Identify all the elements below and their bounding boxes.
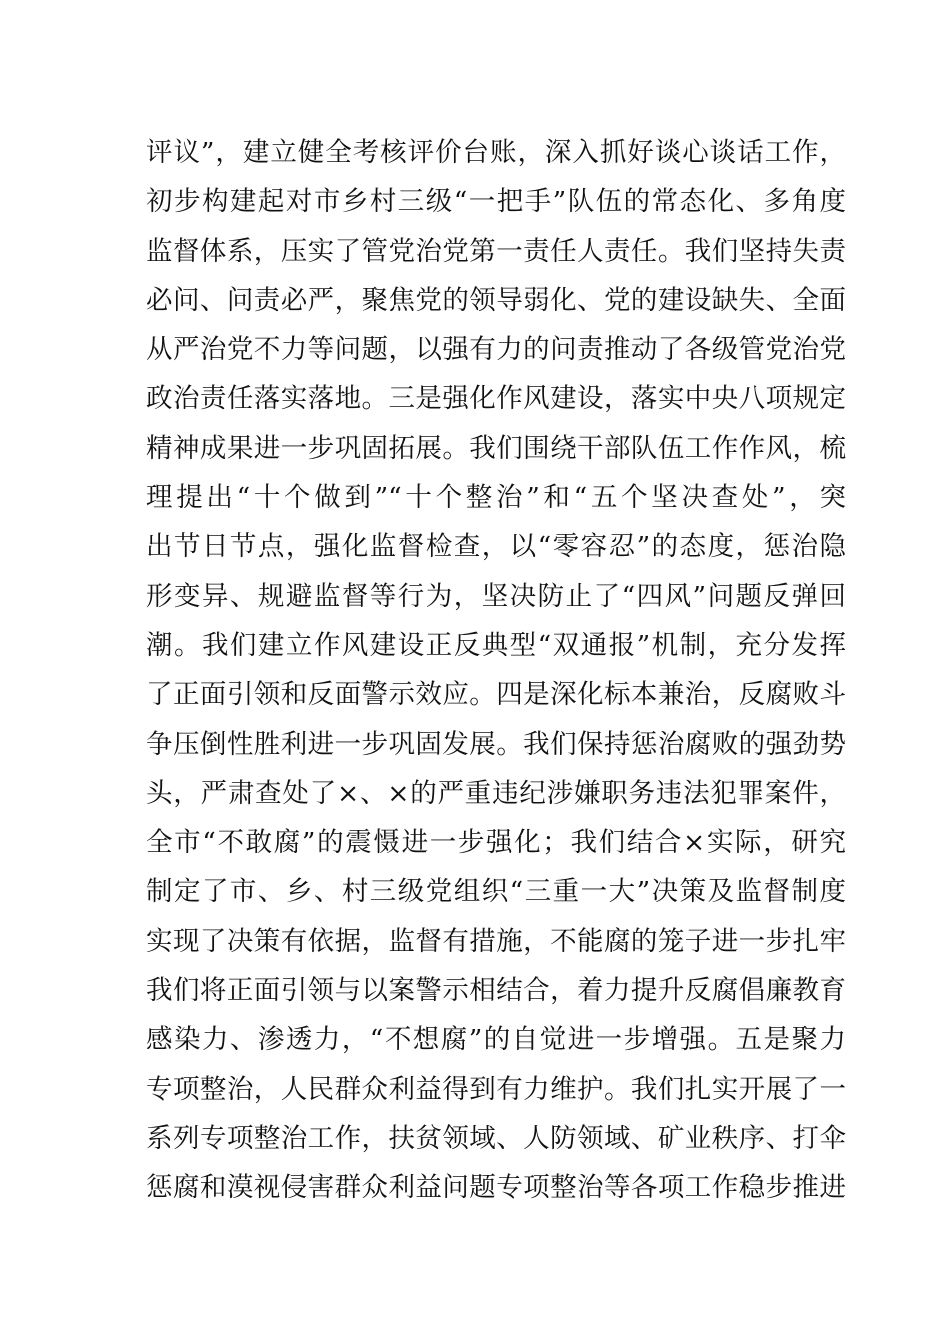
text-line: 出节日节点，强化监督检查，以“零容忍”的态度，惩治隐 [146,531,846,563]
text-line: 从严治党不力等问题，以强有力的问责推动了各级管党治党 [146,334,846,366]
text-line: 政治责任落实落地。三是强化作风建设，落实中央八项规定 [146,383,846,415]
text-line: 精神成果进一步巩固拓展。我们围绕干部队伍工作作风，梳 [146,432,846,464]
text-line: 全市“不敢腐”的震慑进一步强化；我们结合×实际，研究 [146,827,846,859]
text-line: 监督体系，压实了管党治党第一责任人责任。我们坚持失责 [146,235,846,267]
text-line: 惩腐和漠视侵害群众利益问题专项整治等各项工作稳步推进 [146,1172,846,1204]
text-line: 我们将正面引领与以案警示相结合，着力提升反腐倡廉教育 [146,975,846,1007]
text-line: 头，严肃查处了×、×的严重违纪涉嫌职务违法犯罪案件， [146,777,846,809]
text-line: 实现了决策有依据，监督有措施，不能腐的笼子进一步扎牢 [146,925,846,957]
text-line: 专项整治，人民群众利益得到有力维护。我们扎实开展了一 [146,1073,846,1105]
text-line: 理提出“十个做到”“十个整治”和“五个坚决查处”，突 [146,482,846,514]
text-line: 制定了市、乡、村三级党组织“三重一大”决策及监督制度 [146,876,846,908]
text-line: 系列专项整治工作，扶贫领域、人防领域、矿业秩序、打伞 [146,1122,846,1154]
text-line: 评议”，建立健全考核评价台账，深入抓好谈心谈话工作， [146,137,846,168]
text-line: 争压倒性胜利进一步巩固发展。我们保持惩治腐败的强劲势 [146,728,846,760]
text-line: 感染力、渗透力，“不想腐”的自觉进一步增强。五是聚力 [146,1024,846,1056]
text-line: 必问、问责必严，聚焦党的领导弱化、党的建设缺失、全面 [146,284,846,316]
text-line: 了正面引领和反面警示效应。四是深化标本兼治，反腐败斗 [146,679,846,711]
body-text [146,128,846,1213]
text-line: 形变异、规避监督等行为，坚决防止了“四风”问题反弹回 [146,580,846,612]
text-line: 初步构建起对市乡村三级“一把手”队伍的常态化、多角度 [146,186,846,218]
text-line: 潮。我们建立作风建设正反典型“双通报”机制，充分发挥 [146,629,846,661]
